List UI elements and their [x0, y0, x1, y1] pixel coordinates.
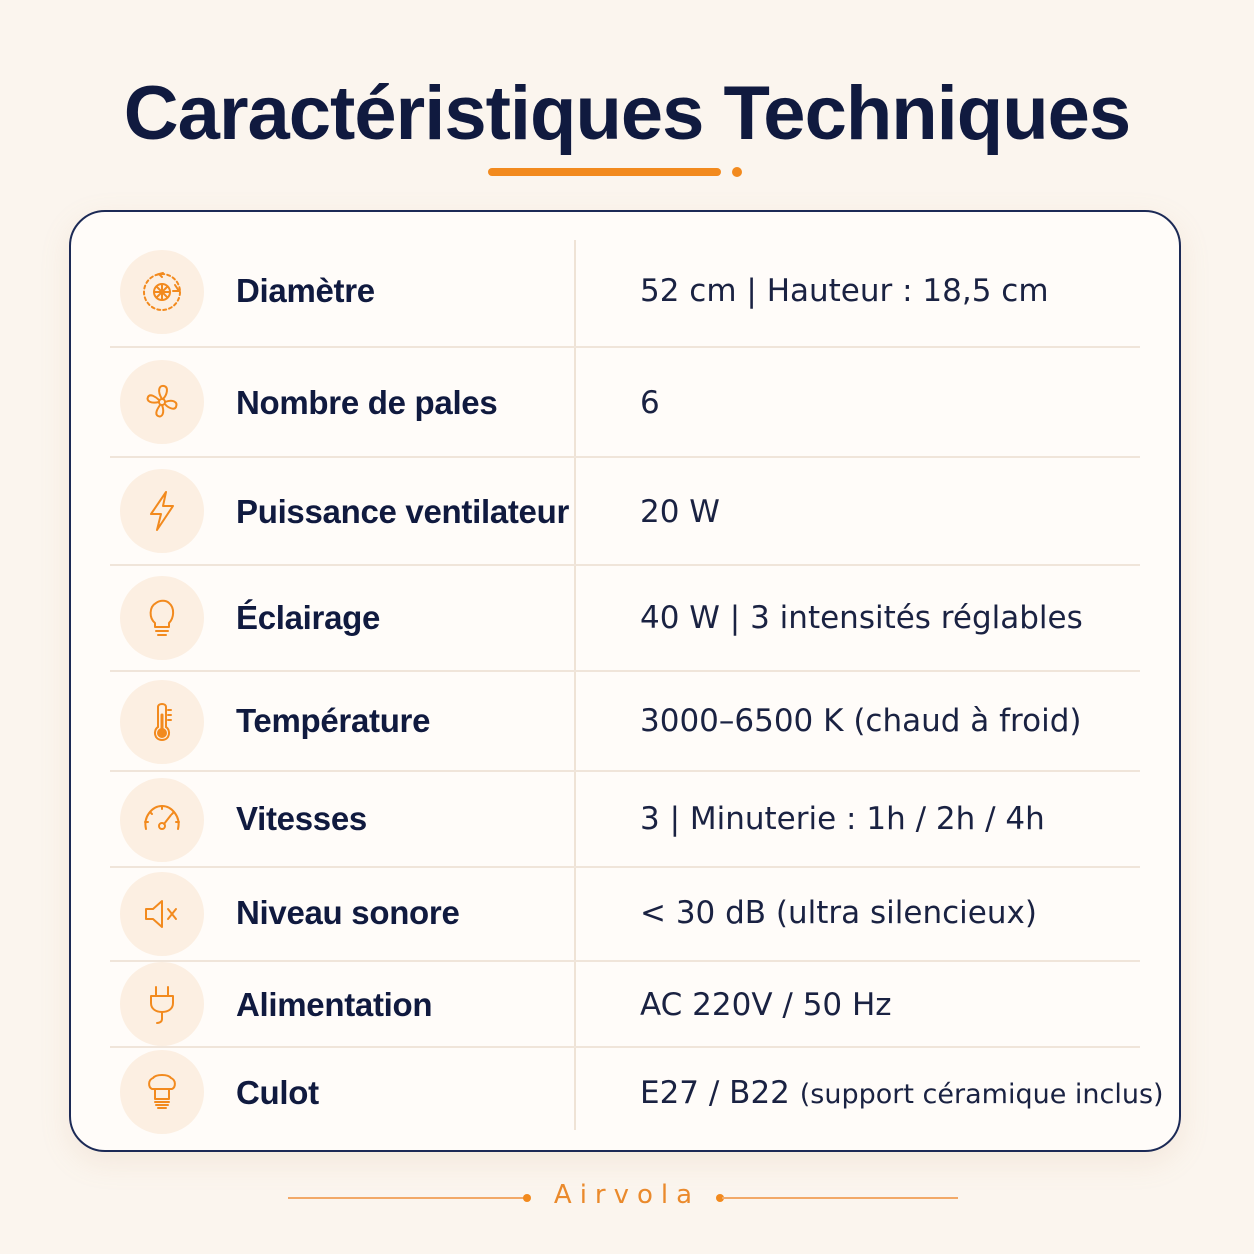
- spec-value: [640, 895, 1037, 931]
- spec-value: [640, 600, 1083, 636]
- spec-value-text: 3000–6500 K (chaud à froid): [640, 703, 1082, 739]
- lamp-socket-icon: [120, 1050, 204, 1134]
- spec-value: [640, 1075, 1164, 1111]
- footer-line-left: [288, 1197, 526, 1199]
- lightning-icon: [120, 469, 204, 553]
- spec-value: [640, 703, 1081, 739]
- brand-name: Airvola: [553, 1180, 701, 1210]
- title-underline: [488, 168, 721, 176]
- spec-row-vitesses: [110, 772, 1140, 866]
- speedometer-icon: [120, 778, 204, 862]
- spec-row-alimentation: [110, 962, 1140, 1046]
- footer-line-right: [722, 1197, 958, 1199]
- spec-row-diametre: [110, 240, 1140, 346]
- spec-label: Culot: [236, 1074, 319, 1111]
- spec-value-note: (support céramique inclus): [799, 1079, 1164, 1110]
- spec-row-niveau-sonore: [110, 868, 1140, 960]
- spec-value-text: 3 | Minuterie : 1h / 2h / 4h: [640, 801, 1045, 837]
- spec-value-text: AC 220V / 50 Hz: [640, 987, 892, 1023]
- spec-value-text: E27 / B22: [640, 1075, 790, 1111]
- spec-row-temperature: [110, 672, 1140, 770]
- spec-label: Nombre de pales: [236, 384, 498, 421]
- title-accent-dot: [732, 167, 742, 177]
- spec-value-text: 52 cm | Hauteur : 18,5 cm: [640, 273, 1049, 309]
- fan-blades-icon: [120, 360, 204, 444]
- spec-value: [640, 273, 1049, 309]
- spec-label: Vitesses: [236, 800, 367, 837]
- spec-value: [640, 987, 892, 1023]
- power-plug-icon: [120, 962, 204, 1046]
- thermometer-icon: [120, 680, 204, 764]
- spec-label: Éclairage: [236, 599, 381, 636]
- spec-label: Puissance ventilateur: [236, 493, 570, 530]
- spec-row-culot: [110, 1048, 1164, 1134]
- spec-label: Diamètre: [236, 272, 375, 309]
- spec-value-text: 20 W: [640, 494, 720, 530]
- light-bulb-icon: [120, 576, 204, 660]
- page-title: Caractéristiques Techniques: [123, 71, 1131, 156]
- spec-label: Température: [236, 702, 431, 739]
- spec-value: [640, 494, 720, 530]
- spec-value: [640, 385, 660, 421]
- spec-row-nombre-de-pales: [110, 348, 1140, 456]
- spec-row-puissance-ventilateur: [110, 458, 1140, 564]
- spec-value-text: 6: [640, 385, 660, 421]
- spec-value-text: 40 W | 3 intensités réglables: [640, 600, 1083, 636]
- diameter-icon: [120, 250, 204, 334]
- spec-label: Niveau sonore: [236, 894, 460, 931]
- spec-value: [640, 801, 1045, 837]
- mute-speaker-icon: [120, 872, 204, 956]
- spec-label: Alimentation: [236, 986, 433, 1023]
- spec-value-text: < 30 dB (ultra silencieux): [640, 895, 1037, 931]
- spec-row-eclairage: [110, 566, 1140, 670]
